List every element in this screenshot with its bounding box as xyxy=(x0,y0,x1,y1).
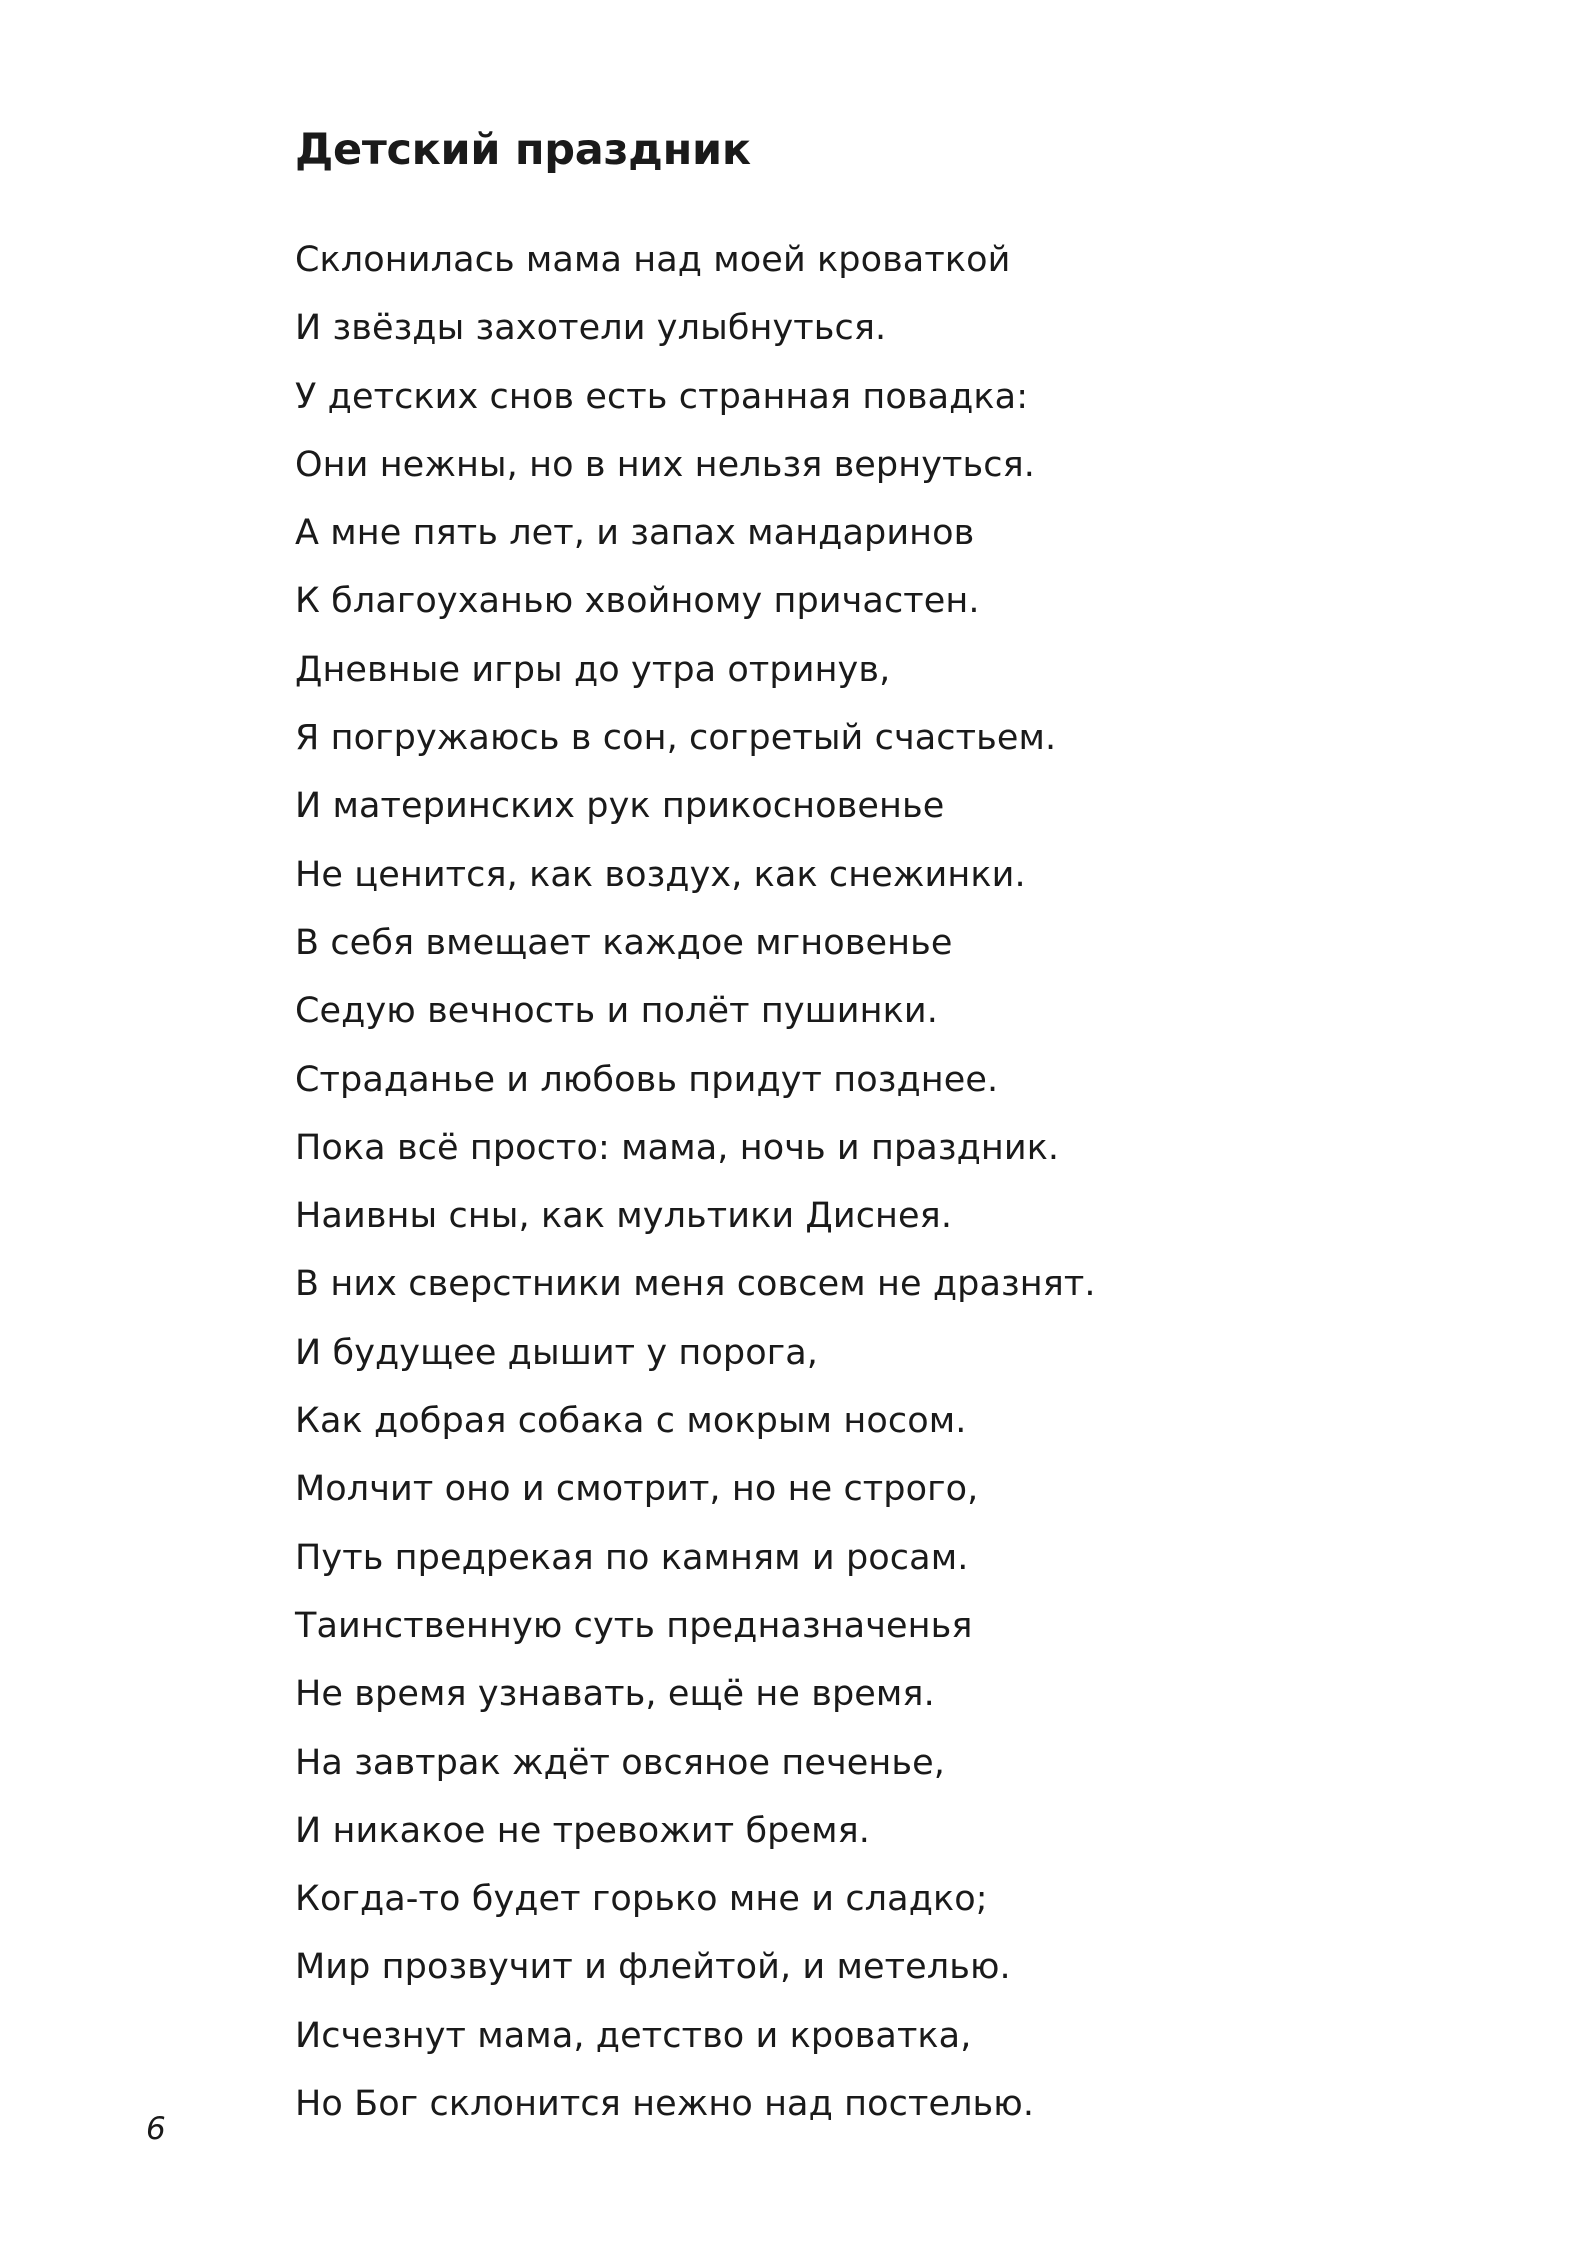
page-number: 6 xyxy=(146,2111,166,2147)
poem-line: У детских снов есть странная повадка: xyxy=(295,376,1029,417)
poem-line: А мне пять лет, и запах мандаринов xyxy=(295,513,975,554)
poem-line: Пока всё просто: мама, ночь и праздник. xyxy=(295,1127,1060,1168)
poem-line: Не ценится, как воздух, как снежинки. xyxy=(295,854,1026,895)
poem-line: Исчезнут мама, детство и кроватка, xyxy=(295,2015,972,2056)
poem-line: И материнских рук прикосновенье xyxy=(295,786,945,827)
poem-line: В себя вмещает каждое мгновенье xyxy=(295,922,953,963)
poem-line: Как добрая собака с мокрым носом. xyxy=(295,1401,967,1442)
poem-line: И будущее дышит у порога, xyxy=(295,1332,819,1373)
poem-line: Путь предрекая по камням и росам. xyxy=(295,1537,969,1578)
poem-title: Детский праздник xyxy=(295,125,751,175)
poem-line: Дневные игры до утра отринув, xyxy=(295,649,891,690)
poem-line: Страданье и любовь придут позднее. xyxy=(295,1059,999,1100)
poem-line: Молчит оно и смотрит, но не строго, xyxy=(295,1469,979,1510)
poem-line: Седую вечность и полёт пушинки. xyxy=(295,991,938,1032)
poem-line: Мир прозвучит и флейтой, и метелью. xyxy=(295,1947,1011,1988)
poem-line: На завтрак ждёт овсяное печенье, xyxy=(295,1742,945,1783)
poem-line: Таинственную суть предназначенья xyxy=(295,1605,973,1646)
poem-line: В них сверстники меня совсем не дразнят. xyxy=(295,1264,1096,1305)
poem-line: Они нежны, но в них нельзя вернуться. xyxy=(295,444,1035,485)
poem-line: Я погружаюсь в сон, согретый счастьем. xyxy=(295,718,1057,759)
poem-line: Наивны сны, как мультики Диснея. xyxy=(295,1196,953,1237)
poem-body xyxy=(295,226,1545,2138)
poem-line: Склонилась мама над моей кроваткой xyxy=(295,240,1011,280)
poem-line: Но Бог склонится нежно над постелью. xyxy=(295,2084,1035,2125)
poem-line: И звёзды захотели улыбнуться. xyxy=(295,308,887,349)
poem-line: К благоуханью хвойному причастен. xyxy=(295,581,980,622)
poem-line: Не время узнавать, ещё не время. xyxy=(295,1674,935,1715)
poem-line: И никакое не тревожит бремя. xyxy=(295,1810,870,1851)
poem-line: Когда-то будет горько мне и сладко; xyxy=(295,1879,988,1920)
